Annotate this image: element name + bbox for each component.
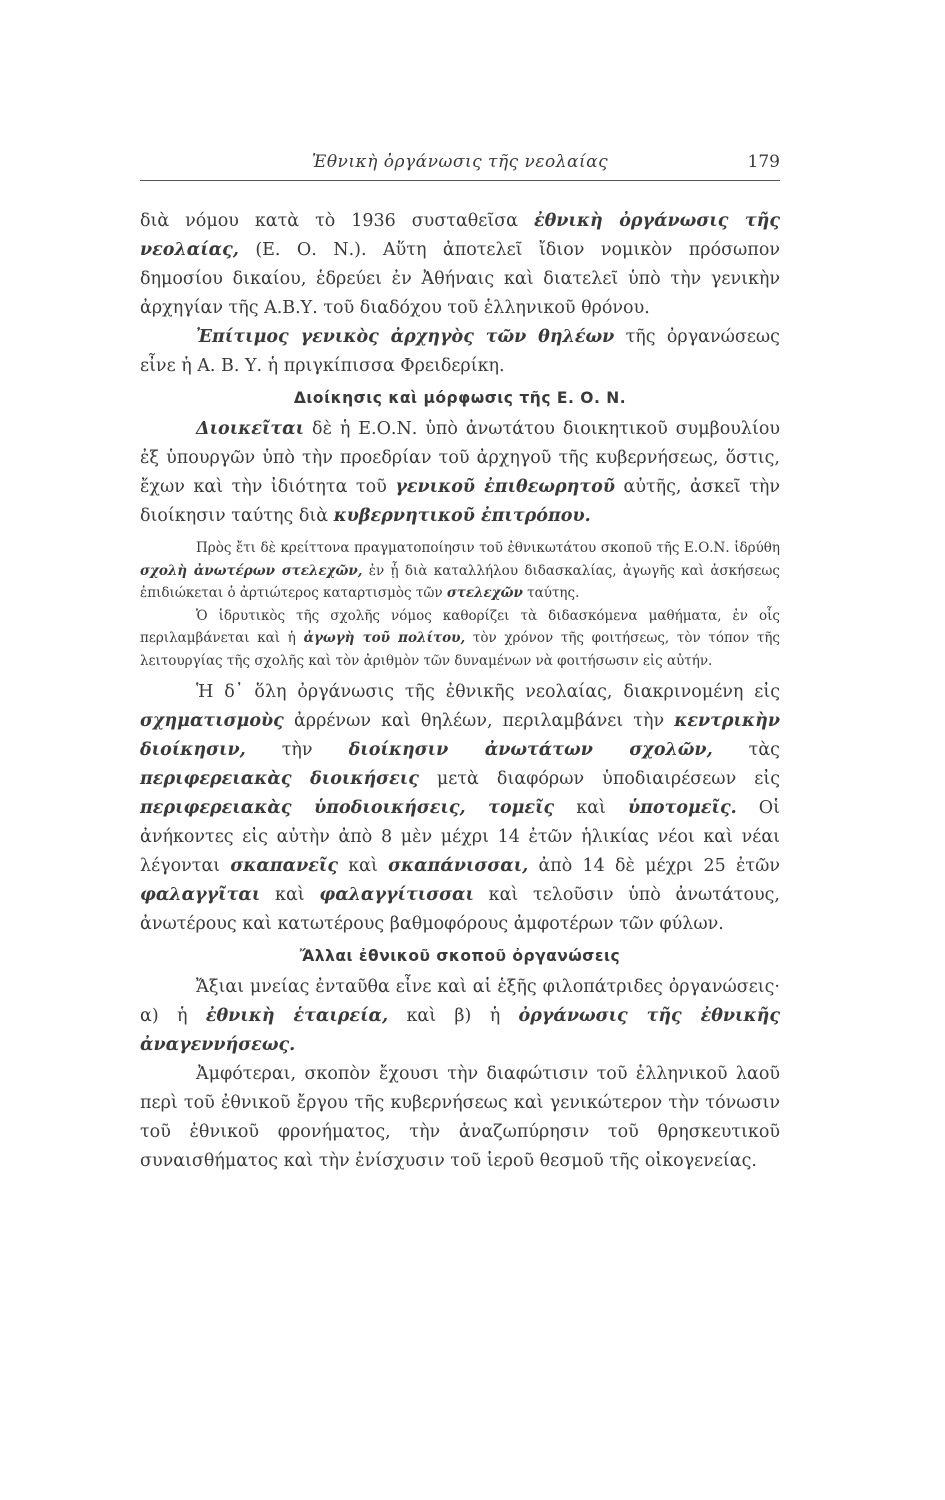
- paragraph-school-law: Ὁ ἱδρυτικὸς τῆς σχολῆς νόμος καθορίζει τὰ διδασκόμενα μαθήματα, ἐν οἷς περιλαμβάνεται καὶ ἡ ἀγωγὴ τοῦ πολίτου, τὸν χρόνον τῆς φοιτήσεως, τὸν τόπον τῆς λειτουργίας τῆς σχολῆς καὶ τὸν ἀριθμὸν τῶν δυναμένων νὰ φοιτήσωσιν εἰς αὐτήν.: [140, 607, 780, 669]
- paragraph-administration: Διοικεῖται δὲ ἡ Ε.Ο.Ν. ὑπὸ ἀνωτάτου διοικητικοῦ συμβουλίου ἐξ ὑπουργῶν ὑπὸ τὴν προεδρίαν τοῦ ἀρχηγοῦ τῆς κυβερνήσεως, ὅστις, ἔχων καὶ τὴν ἰδιότητα τοῦ γενικοῦ ἐπιθεωρητοῦ αὐτῆς, ἀσκεῖ τὴν διοίκησιν ταύτης διὰ κυβερνητικοῦ ἐπιτρόπου.: [140, 419, 780, 526]
- paragraph-patriotic-organizations: Ἄξιαι μνείας ἐνταῦθα εἶνε καὶ αἱ ἑξῆς φιλοπάτριδες ὀργανώσεις· α) ἡ ἐθνικὴ ἑταιρεία, καὶ β) ἡ ὀργάνωσις τῆς ἐθνικῆς ἀναγεννήσεως.: [140, 977, 781, 1055]
- paragraph-honorary-leader: Ἐπίτιμος γενικὸς ἀρχηγὸς τῶν θηλέων τῆς ὀργανώσεως εἶνε ἡ Α. Β. Υ. ἡ πριγκίπισσα Φρειδερίκη.: [140, 327, 780, 376]
- paragraph-eon-founding: διὰ νόμου κατὰ τὸ 1936 συσταθεῖσα ἐθνικὴ ὀργάνωσις τῆς νεολαίας, (Ε. Ο. Ν.). Αὕτη ἀποτελεῖ ἴδιον νομικὸν πρόσωπον δημοσίου δικαίου, ἑδρεύει ἐν Ἀθήναις καὶ διατελεῖ ὑπὸ τὴν γενικὴν ἀρχηγίαν τῆς Α.Β.Υ. τοῦ διαδόχου τοῦ ἑλληνικοῦ θρόνου.: [140, 211, 781, 318]
- section-heading-other-organizations: Ἄλλαι ἐθνικοῦ σκοποῦ ὀργανώσεις: [299, 947, 621, 965]
- paragraph-purposes: Ἀμφότεραι, σκοπὸν ἔχουσι τὴν διαφώτισιν τοῦ ἑλληνικοῦ λαοῦ περὶ τοῦ ἐθνικοῦ ἔργου τῆς κυβερνήσεως καὶ γενικώτερον τὴν τόνωσιν τοῦ ἐθνικοῦ φρονήματος, τὴν ἀναζωπύρησιν τοῦ θρησκευτικοῦ συναισθήματος καὶ τὴν ἐνίσχυσιν τοῦ ἱεροῦ θεσμοῦ τῆς οἰκογενείας.: [140, 1064, 780, 1171]
- section-heading-administration: Διοίκησις καὶ μόρφωσις τῆς Ε. Ο. Ν.: [293, 389, 627, 407]
- running-title: Ἐθνικὴ ὀργάνωσις τῆς νεολαίας: [311, 152, 609, 172]
- page-number: 179: [747, 152, 780, 172]
- paragraph-organization-structure: Ἡ δ᾽ ὅλη ὀργάνωσις τῆς ἐθνικῆς νεολαίας, διακρινομένη εἰς σχηματισμοὺς ἀρρένων καὶ θηλέων, περιλαμβάνει τὴν κεντρικὴν διοίκησιν, τὴν διοίκησιν ἀνωτάτων σχολῶν, τὰς περιφερειακὰς διοικήσεις μετὰ διαφόρων ὑποδιαιρέσεων εἰς περιφερειακὰς ὑποδιοικήσεις, τομεῖς καὶ ὑποτομεῖς. Οἱ ἀνήκοντες εἰς αὐτὴν ἀπὸ 8 μὲν μέχρι 14 ἐτῶν ἡλικίας νέοι καὶ νέαι λέγονται σκαπανεῖς καὶ σκαπάνισσαι, ἀπὸ 14 δὲ μέχρι 25 ἐτῶν φαλαγγῖται καὶ φαλαγγίτισσαι καὶ τελοῦσιν ὑπὸ ἀνωτάτους, ἀνωτέρους καὶ κατωτέρους βαθμοφόρους ἀμφοτέρων τῶν φύλων.: [140, 682, 780, 934]
- page-header: [140, 150, 780, 181]
- paragraph-school-of-cadres: Πρὸς ἔτι δὲ κρείττονα πραγματοποίησιν τοῦ ἐθνικωτάτου σκοποῦ τῆς Ε.Ο.Ν. ἱδρύθη σχολὴ ἀνωτέρων στελεχῶν, ἐν ᾗ διὰ καταλλήλου διδασκαλίας, ἀγωγῆς καὶ ἀσκήσεως ἐπιδιώκεται ὁ ἀρτιώτερος καταρτισμὸς τῶν στελεχῶν ταύτης.: [140, 540, 780, 601]
- book-page: [140, 150, 780, 1176]
